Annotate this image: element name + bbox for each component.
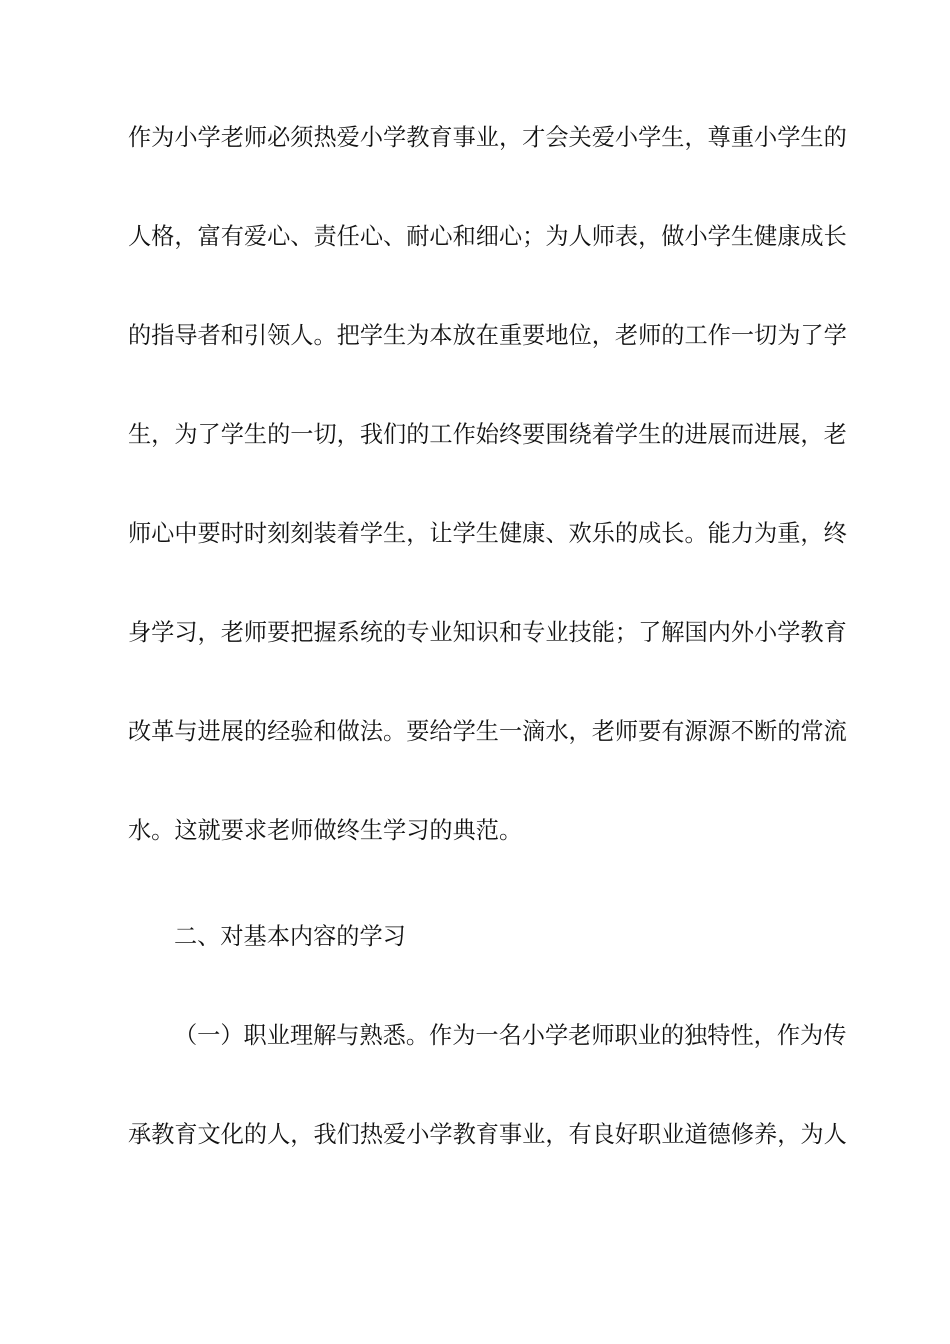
paragraph-2-line-2: 承教育文化的人，我们热爱小学教育事业，有良好职业道德修养，为人 [128,1121,847,1148]
paragraph-2-line-1: （一）职业理解与熟悉。作为一名小学老师职业的独特性，作为传 [174,1022,847,1049]
paragraph-1-line-5: 师心中要时时刻刻装着学生，让学生健康、欢乐的成长。能力为重，终 [128,520,847,547]
section-heading: 二、对基本内容的学习 [174,923,406,950]
paragraph-1-line-3: 的指导者和引领人。把学生为本放在重要地位，老师的工作一切为了学 [128,322,847,349]
paragraph-1-line-8: 水。这就要求老师做终生学习的典范。 [128,817,523,844]
paragraph-1-line-7: 改革与进展的经验和做法。要给学生一滴水，老师要有源源不断的常流 [128,718,847,745]
paragraph-1-line-2: 人格，富有爱心、责任心、耐心和细心；为人师表，做小学生健康成长 [128,223,847,250]
paragraph-1-line-4: 生，为了学生的一切，我们的工作始终要围绕着学生的进展而进展，老 [128,421,847,448]
paragraph-1-line-6: 身学习，老师要把握系统的专业知识和专业技能；了解国内外小学教育 [128,619,847,646]
paragraph-1-line-1: 作为小学老师必须热爱小学教育事业，才会关爱小学生，尊重小学生的 [128,124,847,151]
